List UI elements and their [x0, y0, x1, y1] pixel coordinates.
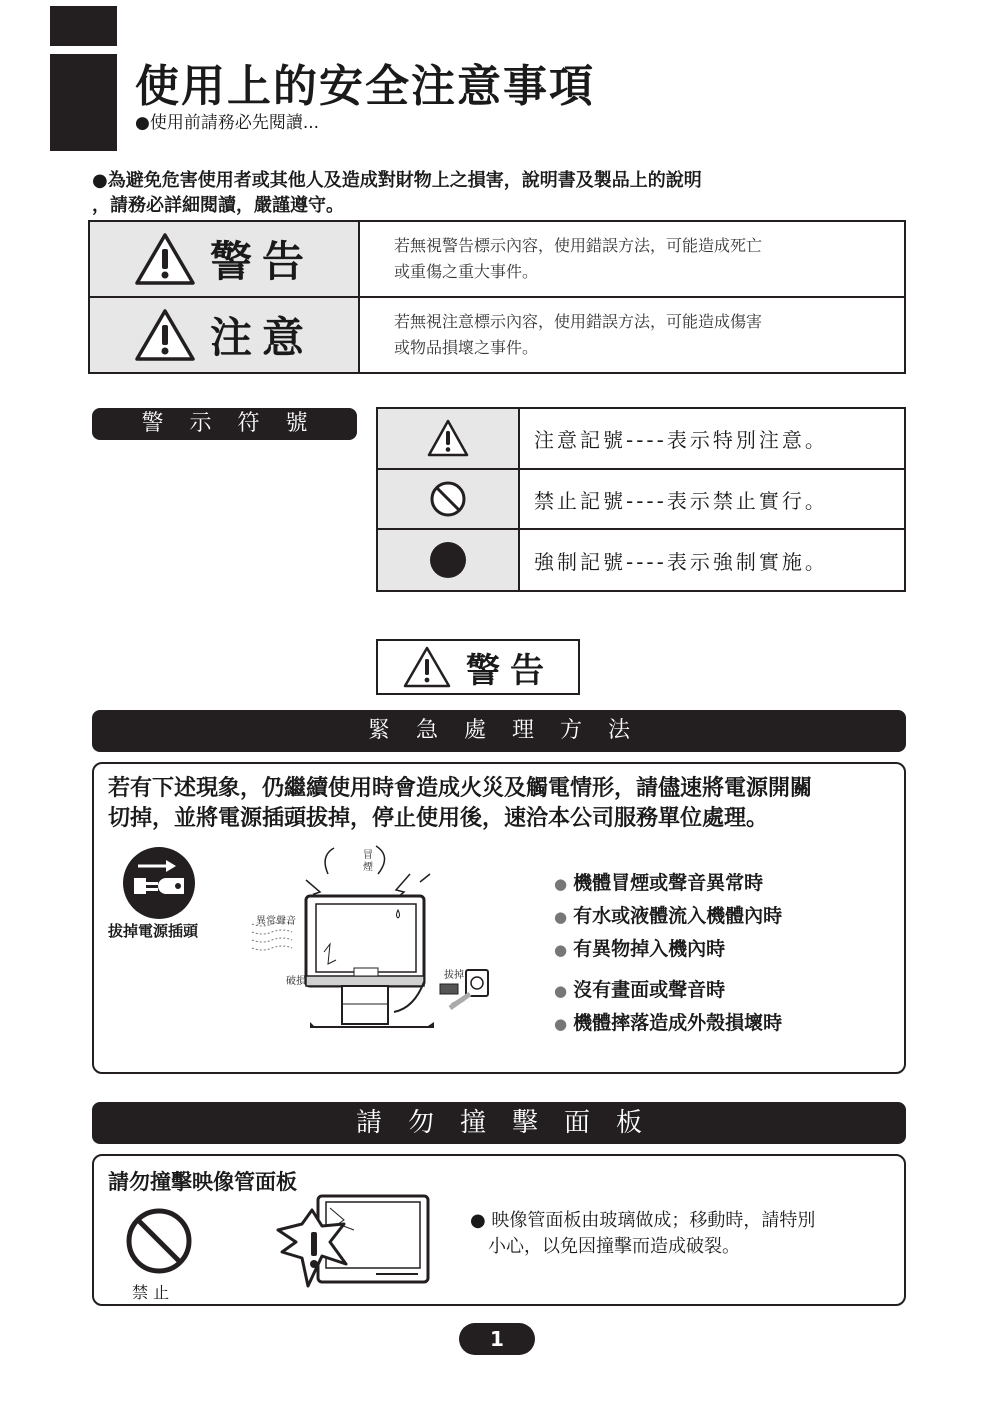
illus-unplug-label: 拔掉: [444, 970, 464, 981]
panel-title: 請勿撞擊映像管面板: [108, 1170, 297, 1194]
symbols-header: [92, 408, 357, 440]
definition-label: 注意: [209, 313, 314, 362]
warning-triangle-icon: [134, 232, 196, 286]
page-number: [459, 1323, 535, 1355]
page-title: 使用上的安全注意事項: [135, 61, 595, 112]
page-number-label: 1: [490, 1327, 504, 1351]
symbol-description: 注意記號----表示特別注意。: [534, 427, 828, 452]
impact-panel-illustration: [272, 1190, 434, 1296]
panel-banner: [92, 1102, 906, 1144]
header-tab-small: [50, 6, 117, 46]
list-item: ● 沒有畫面或聲音時: [554, 975, 782, 1008]
emergency-text-line: 若有下述現象，仍繼續使用時會造成火災及觸電情形，請儘速將電源開關: [108, 776, 813, 801]
definition-label-cell: [89, 297, 359, 373]
list-item: ● 機體冒煙或聲音異常時: [554, 868, 782, 901]
panel-note: [470, 1208, 815, 1260]
definition-row: [89, 297, 905, 373]
illus-smoke-label: 冒煙: [363, 850, 373, 873]
symbol-row: [378, 409, 904, 470]
definition-row: [89, 221, 905, 297]
definition-label-cell: [89, 221, 359, 297]
emergency-text: [108, 774, 812, 834]
symbol-icon-cell: [378, 470, 520, 529]
emergency-banner-label: 緊急處理方法: [367, 718, 656, 743]
panel-note-line: ● 映像管面板由玻璃做成；移動時，請特別: [470, 1210, 816, 1231]
page-subtitle: ●使用前請務必先閱讀...: [135, 113, 320, 133]
warning-heading: 警告: [466, 650, 554, 691]
emergency-box: [92, 762, 906, 1074]
warning-heading-box: [376, 639, 580, 695]
emergency-text-line: 切掉，並將電源插頭拔掉，停止使用後，速洽本公司服務單位處理。: [108, 806, 769, 831]
warning-triangle-icon: [402, 645, 452, 689]
panel-box: [92, 1154, 906, 1306]
prohibition-icon: [428, 479, 468, 519]
symbol-description: 強制記號----表示強制實施。: [534, 549, 828, 574]
prohibit-label: 禁 止: [132, 1283, 170, 1302]
unplug-icon: [122, 846, 196, 920]
list-item: ● 機體摔落造成外殼損壞時: [554, 1008, 782, 1041]
list-item: ● 有水或液體流入機體內時: [554, 901, 782, 934]
symbol-icon-cell: [378, 530, 520, 590]
header-tab-large: [50, 54, 117, 151]
illus-noise-label: 異常聲音: [256, 916, 296, 927]
tv-malfunction-illustration: [244, 844, 504, 1040]
emergency-symptom-list: [554, 868, 782, 1041]
definition-desc-cell: [359, 297, 905, 373]
definition-desc-line: 若無視警告標示內容，使用錯誤方法，可能造成死亡: [394, 236, 763, 255]
intro-text: [92, 168, 882, 218]
symbol-description: 禁止記號----表示禁止實行。: [534, 488, 828, 513]
definition-label: 警告: [209, 237, 314, 286]
definition-desc-line: 或物品損壞之事件。: [394, 338, 539, 357]
definition-desc-line: 或重傷之重大事件。: [394, 262, 539, 281]
symbol-row: [378, 470, 904, 531]
definition-desc-line: 若無視注意標示內容，使用錯誤方法，可能造成傷害: [394, 312, 763, 331]
symbols-table: [376, 407, 906, 592]
symbols-header-label: 警示符號: [141, 411, 334, 436]
intro-line-2: ，請務必詳細閱讀，嚴謹遵守。: [92, 195, 344, 216]
list-item: ● 有異物掉入機內時: [554, 934, 782, 967]
panel-banner-label: 請勿撞擊面板: [355, 1108, 668, 1138]
unplug-label: 拔掉電源插頭: [108, 922, 199, 940]
prohibition-icon: [124, 1206, 194, 1276]
warning-triangle-icon: [134, 308, 196, 362]
symbol-row: [378, 530, 904, 590]
definition-desc-cell: [359, 221, 905, 297]
emergency-banner: [92, 710, 906, 752]
warning-triangle-icon: [426, 418, 470, 458]
illus-broken-label: 破損: [286, 976, 306, 987]
definitions-table: [88, 220, 906, 374]
symbol-icon-cell: [378, 409, 520, 468]
filled-circle-icon: [428, 540, 468, 580]
intro-line-1: ●為避免危害使用者或其他人及造成對財物上之損害，說明書及製品上的說明: [92, 170, 702, 191]
panel-note-line: 小心，以免因撞擊而造成破裂。: [488, 1236, 740, 1257]
